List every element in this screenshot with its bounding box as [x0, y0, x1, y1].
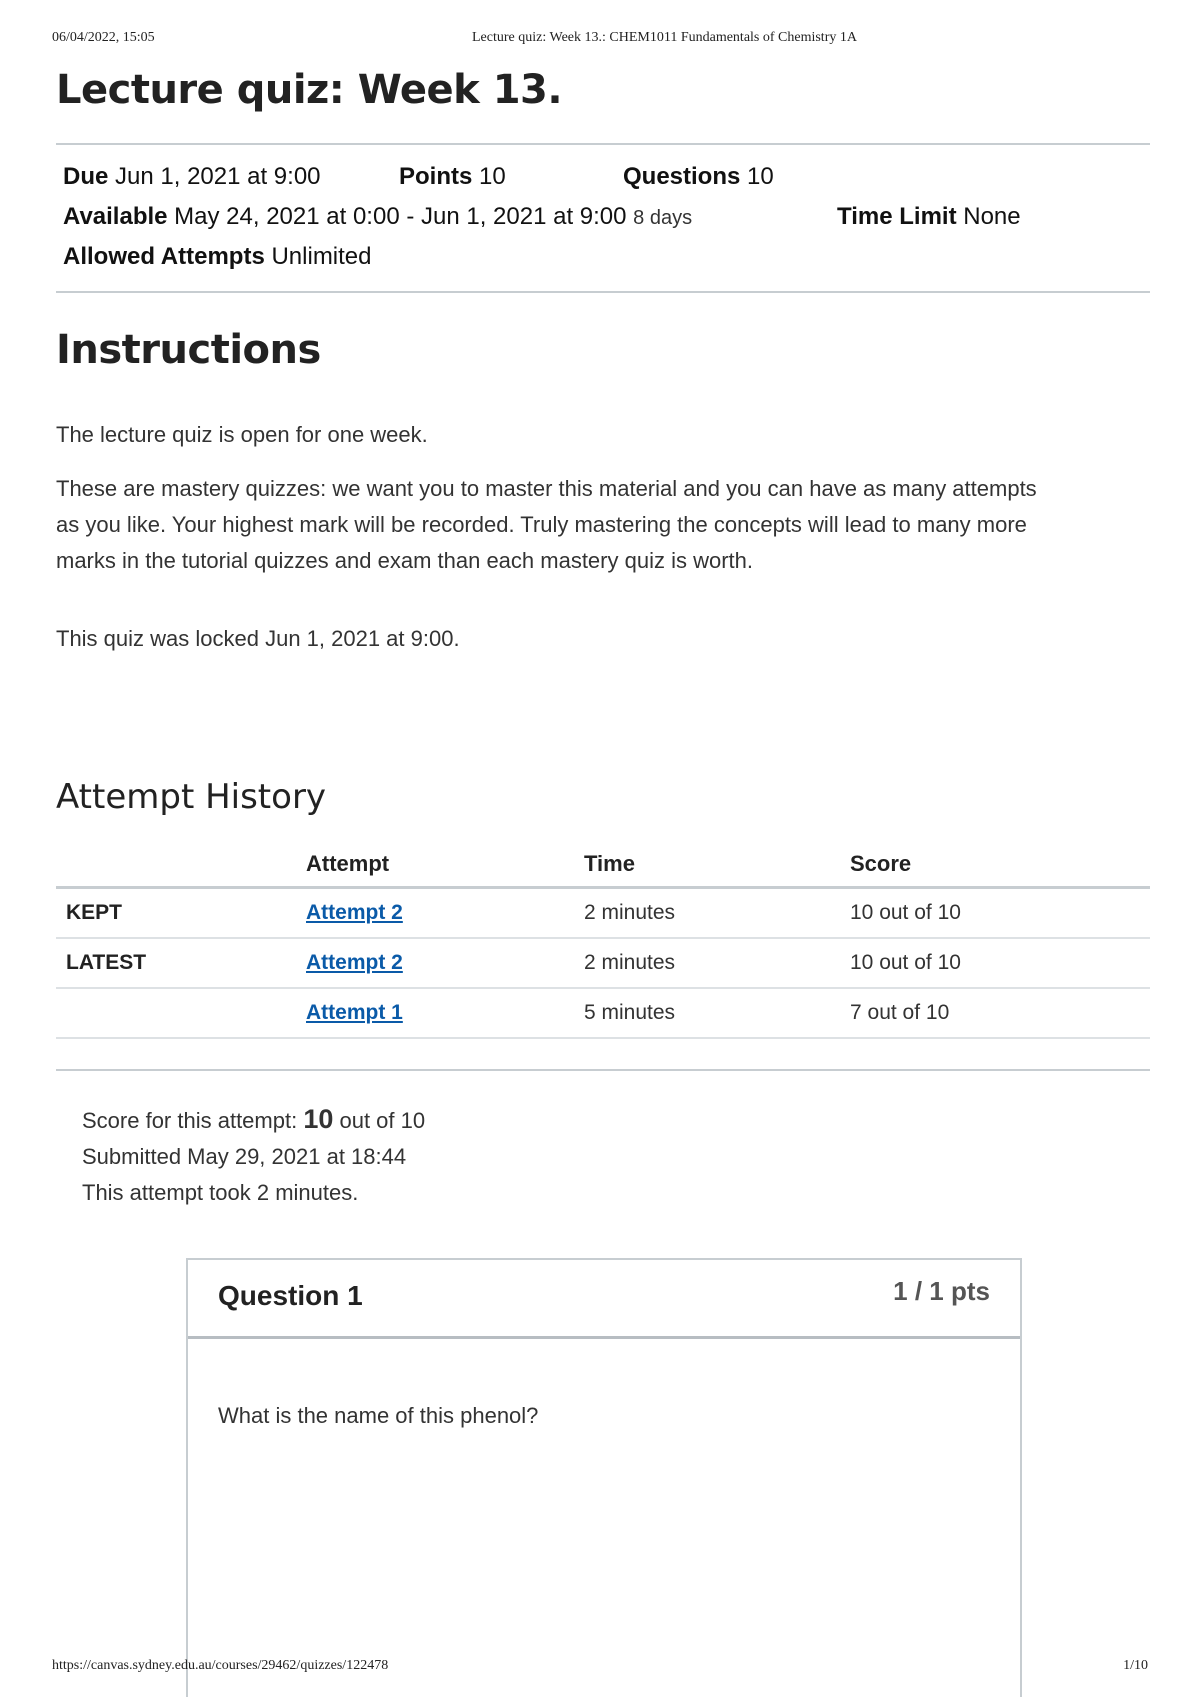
attempt-history-table [56, 842, 1150, 1039]
time-limit-label: Time Limit [837, 203, 957, 230]
question-header [188, 1260, 1020, 1339]
attempt-duration: This attempt took 2 minutes. [82, 1180, 359, 1205]
submitted-time: Submitted May 29, 2021 at 18:44 [82, 1144, 407, 1169]
attempt-cell [306, 988, 584, 1038]
questions-label: Questions [623, 163, 741, 190]
table-header-row [56, 842, 1150, 888]
question-name: Question 1 [218, 1280, 363, 1311]
print-page-number: 1/10 [1123, 1658, 1148, 1673]
question-card [186, 1258, 1022, 1697]
column-header-label [56, 842, 306, 888]
score-value: 10 [303, 1104, 334, 1134]
available-detail [63, 197, 692, 238]
points-label: Points [399, 163, 473, 190]
score-prefix: Score for this attempt: [82, 1108, 304, 1133]
due-label: Due [63, 163, 109, 190]
points-value: 10 [479, 163, 506, 190]
table-row [56, 888, 1150, 939]
column-header-attempt: Attempt [306, 842, 584, 888]
instructions-line: marks in the tutorial quizzes and exam than each mastery quiz is worth. [56, 548, 753, 573]
time-limit-detail [837, 197, 1021, 237]
print-document-title: Lecture quiz: Week 13.: CHEM1011 Fundamentals of Chemistry 1A [472, 30, 857, 45]
points-detail [399, 157, 506, 197]
section-divider [56, 1069, 1150, 1071]
attempt-link[interactable]: Attempt 2 [306, 901, 403, 924]
instructions-line: These are mastery quizzes: we want you to master this material and you can have as many attempts [56, 476, 1037, 501]
print-footer [52, 1658, 1148, 1678]
attempt-summary [56, 1101, 1150, 1211]
instructions-paragraph-2 [56, 471, 1150, 579]
due-value: Jun 1, 2021 at 9:00 [115, 163, 321, 190]
quiz-details-row-2 [63, 197, 1142, 237]
score-suffix: out of 10 [333, 1108, 426, 1133]
page-title: Lecture quiz: Week 13. [56, 67, 563, 113]
time-limit-value: None [963, 203, 1021, 230]
quiz-details-row-1 [63, 157, 1142, 197]
column-header-score: Score [850, 842, 1150, 888]
column-header-time: Time [584, 842, 850, 888]
attempt-score [82, 1101, 1150, 1139]
quiz-details-row-3 [63, 237, 1142, 277]
quiz-details [56, 143, 1150, 293]
question-body [188, 1339, 1020, 1429]
table-row [56, 938, 1150, 988]
score-cell: 7 out of 10 [850, 988, 1150, 1038]
instructions-heading: Instructions [56, 327, 321, 373]
instructions-paragraph-1: The lecture quiz is open for one week. [56, 422, 428, 447]
print-url: https://canvas.sydney.edu.au/courses/29462/quizzes/122478 [52, 1658, 389, 1673]
attempt-link[interactable]: Attempt 1 [306, 1001, 403, 1024]
attempt-cell [306, 888, 584, 939]
print-header [52, 30, 1148, 50]
allowed-attempts-value: Unlimited [271, 243, 372, 270]
attempt-cell [306, 938, 584, 988]
instructions-line: as you like. Your highest mark will be recorded. Truly mastering the concepts will lead to many more [56, 512, 1027, 537]
row-status-label: LATEST [56, 938, 306, 988]
score-cell: 10 out of 10 [850, 938, 1150, 988]
allowed-attempts-detail [63, 237, 372, 277]
allowed-attempts-label: Allowed Attempts [63, 243, 265, 270]
available-duration: 8 days [633, 207, 693, 229]
available-label: Available [63, 203, 168, 230]
attempt-link[interactable]: Attempt 2 [306, 951, 403, 974]
questions-detail [623, 157, 774, 197]
questions-value: 10 [747, 163, 774, 190]
available-value: May 24, 2021 at 0:00 - Jun 1, 2021 at 9:00 [174, 203, 627, 230]
question-text: What is the name of this phenol? [218, 1403, 539, 1428]
question-points: 1 / 1 pts [893, 1276, 990, 1306]
score-cell: 10 out of 10 [850, 888, 1150, 939]
row-status-label: KEPT [56, 888, 306, 939]
locked-notice: This quiz was locked Jun 1, 2021 at 9:00. [56, 626, 460, 651]
due-detail [63, 157, 321, 197]
table-row [56, 988, 1150, 1038]
time-cell: 2 minutes [584, 938, 850, 988]
attempt-history-heading: Attempt History [56, 777, 327, 817]
print-date: 06/04/2022, 15:05 [52, 30, 155, 45]
time-cell: 2 minutes [584, 888, 850, 939]
time-cell: 5 minutes [584, 988, 850, 1038]
row-status-label [56, 988, 306, 1038]
quiz-content [56, 60, 1150, 1211]
